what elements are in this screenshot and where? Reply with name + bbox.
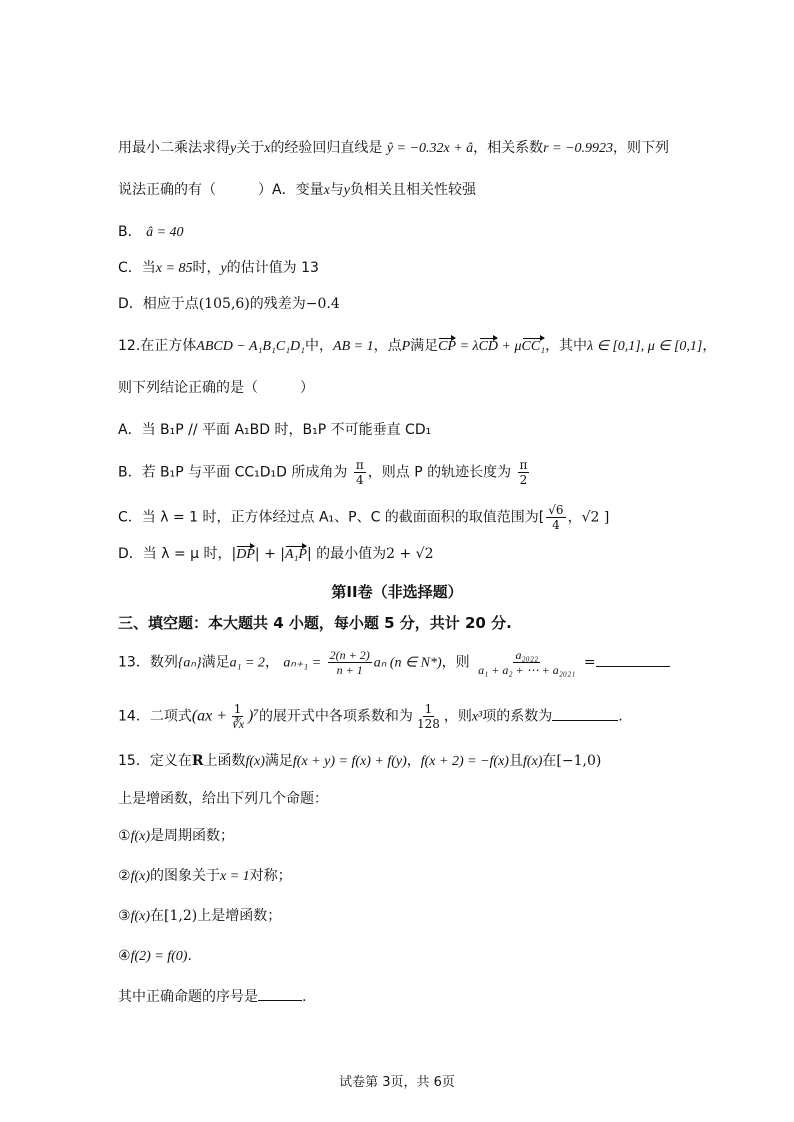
q11-optC bbox=[118, 258, 319, 279]
op: + μ bbox=[498, 339, 522, 354]
text: 与 bbox=[329, 182, 344, 198]
vector-cp: CP bbox=[438, 337, 456, 357]
var: y bbox=[220, 261, 227, 276]
vector-cd: CD bbox=[479, 337, 498, 357]
text: ， bbox=[702, 338, 717, 354]
q12-optD bbox=[118, 544, 434, 565]
q15-prop4 bbox=[118, 946, 192, 967]
text: ，其中 bbox=[545, 338, 588, 354]
fraction bbox=[354, 458, 366, 487]
text: ，则下列 bbox=[613, 140, 670, 156]
text: 满足 bbox=[201, 654, 230, 671]
fx: f(x) bbox=[130, 829, 150, 844]
text: . bbox=[187, 948, 192, 964]
q11-line1: 用最小二乘法求得y关于x的经验回归直线是 ŷ = −0.32x + â，相关系数r = −0.9923，则下列 bbox=[118, 140, 670, 156]
var: x³ bbox=[471, 709, 483, 725]
interval: [1,2) bbox=[164, 908, 198, 924]
vector-dp: DP bbox=[236, 545, 255, 565]
den: ∛x bbox=[231, 717, 245, 731]
fraction bbox=[328, 648, 372, 677]
rhs: aₙ (n ∈ N*) bbox=[373, 655, 442, 671]
q12-optB bbox=[118, 458, 531, 487]
q12-line2: 则下列结论正确的是（ ） bbox=[118, 380, 314, 396]
reals: R bbox=[191, 753, 204, 769]
seq: {aₙ} bbox=[177, 655, 202, 671]
label: B． bbox=[118, 224, 142, 240]
vector-a1p: A₁P bbox=[285, 545, 307, 565]
text: 12.在正方体 bbox=[118, 338, 197, 354]
interval: [−1,0) bbox=[556, 753, 602, 769]
q15-prop2 bbox=[118, 866, 292, 887]
text: D．当 λ = μ 时，| bbox=[118, 546, 237, 562]
value: −0.4 bbox=[305, 296, 340, 312]
text: 上是增函数； bbox=[197, 908, 282, 924]
line: x = 1 bbox=[220, 869, 250, 884]
ranges: λ ∈ [0,1], μ ∈ [0,1] bbox=[587, 339, 703, 354]
text: ，相关系数 bbox=[473, 140, 544, 156]
text: ，则点 P 的轨迹长度为 bbox=[367, 464, 512, 481]
num: √6 bbox=[548, 503, 564, 517]
text: 且 bbox=[508, 753, 523, 769]
fraction bbox=[229, 702, 246, 731]
text: 在 bbox=[542, 753, 557, 769]
text: ， bbox=[264, 654, 279, 671]
text: 满足 bbox=[410, 338, 439, 354]
answer-blank[interactable] bbox=[596, 666, 670, 667]
fraction bbox=[546, 503, 565, 532]
lhs: aₙ₊₁ = bbox=[283, 655, 322, 671]
q13-line bbox=[118, 648, 670, 677]
den: a₁ + a₂ + ⋯ + a₂₀₂₁ bbox=[478, 663, 576, 677]
q15-prop1 bbox=[118, 826, 234, 847]
text: ，点 bbox=[373, 338, 402, 354]
fx: f(x) bbox=[130, 869, 150, 884]
point: (105,6) bbox=[198, 296, 250, 312]
text: 的估计值为 13 bbox=[226, 260, 319, 276]
label: C．当 bbox=[118, 260, 156, 276]
part2-title: 第II卷（非选择题） bbox=[331, 583, 463, 601]
text: 14．二项式 bbox=[118, 708, 192, 725]
text: | + | bbox=[254, 546, 285, 562]
q12-optC bbox=[118, 503, 609, 532]
num: 1 bbox=[424, 702, 433, 716]
a1: a₁ = 2 bbox=[229, 655, 265, 671]
op: = λ bbox=[456, 339, 479, 354]
den: n + 1 bbox=[336, 663, 363, 677]
text: | 的最小值为 bbox=[306, 546, 387, 562]
var: x bbox=[323, 183, 330, 198]
value: 2 + √2 bbox=[386, 546, 434, 562]
text: ] bbox=[599, 509, 610, 526]
answer-blank[interactable] bbox=[552, 720, 618, 721]
fraction bbox=[476, 648, 577, 677]
text: 的展开式中各项系数和为 bbox=[258, 708, 413, 725]
q11-line2 bbox=[118, 180, 476, 201]
num: 1 bbox=[233, 702, 242, 716]
den: 2 bbox=[519, 473, 528, 487]
text: ， bbox=[567, 509, 582, 526]
section3-title: 三、填空题：本大题共 4 小题，每小题 5 分，共计 20 分. bbox=[118, 614, 512, 632]
text: B．若 B₁P 与平面 CC₁D₁D 所成角为 bbox=[118, 464, 348, 481]
text: 项的系数为 bbox=[482, 708, 553, 725]
text: 说法正确的有（ ）A．变量 bbox=[118, 182, 324, 198]
num: ④ bbox=[118, 948, 131, 964]
cond: x = 85 bbox=[155, 261, 193, 276]
eq: f(x + y) = f(x) + f(y) bbox=[292, 754, 407, 769]
q15-line2: 上是增函数，给出下列几个命题： bbox=[118, 791, 328, 807]
value: â = 40 bbox=[146, 225, 184, 240]
text: 中， bbox=[305, 338, 334, 354]
q12-line1 bbox=[118, 336, 716, 357]
text: 时， bbox=[192, 260, 221, 276]
eq: f(x + 2) = −f(x) bbox=[420, 754, 509, 769]
text: 的残差为 bbox=[249, 296, 306, 312]
q15-prop3 bbox=[118, 906, 281, 927]
text: 的图象关于 bbox=[150, 868, 220, 884]
num: ② bbox=[118, 868, 131, 884]
q12-optA: A．当 B₁P // 平面 A₁BD 时，B₁P 不可能垂直 CD₁ bbox=[118, 422, 432, 438]
text: 是周期函数； bbox=[150, 828, 234, 844]
q15-line1 bbox=[118, 751, 601, 772]
num: ③ bbox=[118, 908, 131, 924]
text: 对称； bbox=[249, 868, 292, 884]
cube: ABCD − A₁B₁C₁D₁ bbox=[196, 339, 306, 354]
den: 4 bbox=[552, 518, 560, 532]
eq: f(2) = f(0) bbox=[130, 949, 188, 964]
var: y bbox=[343, 183, 351, 198]
text: 满足 bbox=[264, 753, 293, 769]
expr: )⁷ bbox=[248, 707, 259, 725]
num: 2(n + 2) bbox=[329, 648, 370, 662]
vector-cc1: CC₁ bbox=[522, 337, 546, 357]
text: 负相关且相关性较强 bbox=[350, 182, 477, 198]
text: ，则 bbox=[443, 708, 472, 725]
den: 4 bbox=[355, 473, 364, 487]
answer-blank[interactable] bbox=[258, 1000, 302, 1001]
corr-value: r = −0.9923 bbox=[543, 141, 614, 156]
den: 128 bbox=[416, 717, 440, 731]
text: ， bbox=[406, 753, 421, 769]
regression-eq: ŷ = −0.32x + â bbox=[386, 141, 474, 156]
expr: (ax + bbox=[191, 707, 228, 725]
q15-answer bbox=[118, 987, 306, 1007]
num: π bbox=[519, 458, 528, 472]
text: 15．定义在 bbox=[118, 753, 192, 769]
fx: f(x) bbox=[245, 754, 265, 769]
q14-line bbox=[118, 702, 623, 731]
ab: AB = 1 bbox=[333, 339, 374, 354]
text: 上函数 bbox=[203, 753, 246, 769]
text: C．当 λ = 1 时，正方体经过点 A₁、P、C 的截面面积的取值范围为[ bbox=[118, 509, 545, 526]
text: 其中正确命题的序号是 bbox=[118, 989, 258, 1005]
fraction bbox=[518, 458, 530, 487]
text: = bbox=[579, 654, 596, 671]
num: π bbox=[355, 458, 364, 472]
fraction bbox=[415, 702, 442, 731]
num: ① bbox=[118, 828, 131, 844]
text: . bbox=[302, 989, 307, 1005]
text: 用最小二乘法求得 bbox=[118, 140, 230, 156]
label: D．相应于点 bbox=[118, 296, 199, 312]
text: 的经验回归直线是 bbox=[270, 140, 383, 156]
fx: f(x) bbox=[130, 909, 150, 924]
text: 在 bbox=[150, 908, 164, 924]
fx: f(x) bbox=[522, 754, 543, 769]
text: ，则 bbox=[441, 654, 470, 671]
text: . bbox=[618, 708, 623, 725]
num: a₂₀₂₂ bbox=[515, 648, 539, 662]
q11-optD bbox=[118, 294, 340, 314]
value: √2 bbox=[581, 509, 600, 526]
var: P bbox=[401, 339, 411, 354]
q11-optB bbox=[118, 222, 184, 243]
text: 13．数列 bbox=[118, 654, 178, 671]
page-footer: 试卷第 3页，共 6页 bbox=[339, 1075, 455, 1090]
text: 关于 bbox=[236, 140, 265, 156]
